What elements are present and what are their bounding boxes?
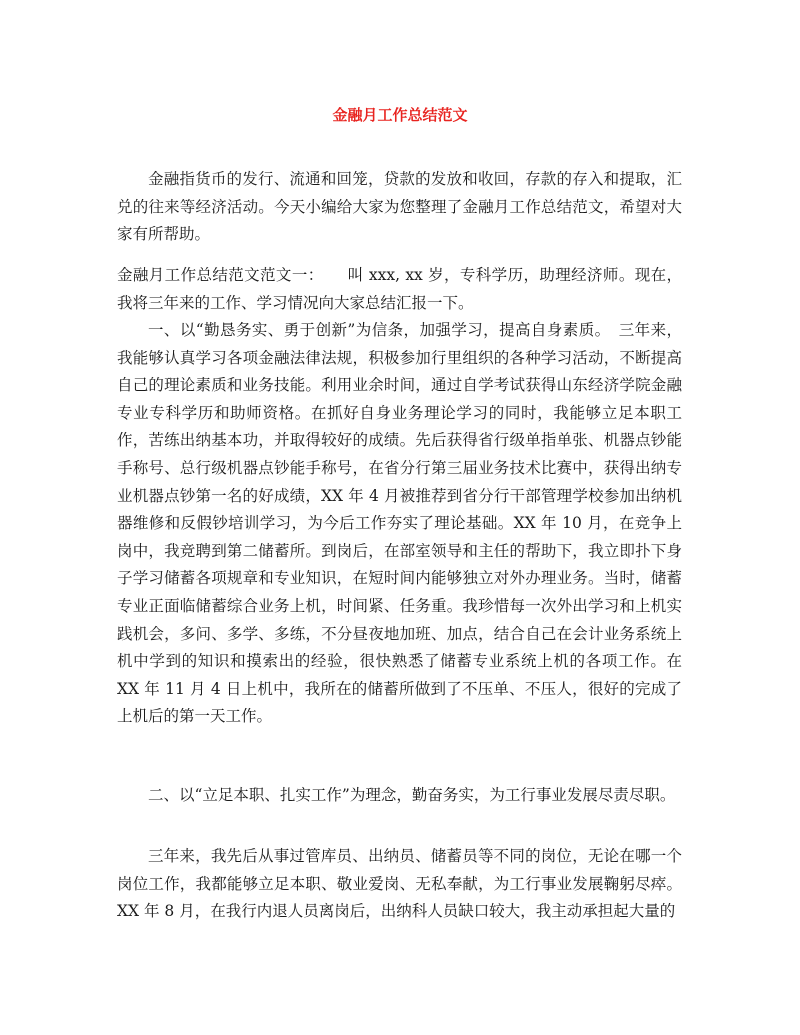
intro-paragraph: 金融指货币的发行、流通和回笼，贷款的发放和收回，存款的存入和提取，汇兑的往来等经济活动。今天小编给大家为您整理了金融月工作总结范文，希望对大家有所帮助。 [117, 170, 682, 244]
document-title: 金融月工作总结范文 [332, 106, 468, 124]
section-one-paragraph: 一、以“勤恳务实、勇于创新”为信条，加强学习，提高自身素质。 三年来，我能够认真学习各项金融法律法规，积极参加行里组织的各种学习活动，不断提高自己的理论素质和业务技能。利用业余时间，通过自学考试获得山东经济学院金融专业专科学历和助师资格。在抓好自身业务理论学习的同时，我能够立足本职工作，苦练出纳基本功，并取得较好的成绩。先后获得省行级单指单张、机器点钞能手称号、总行级机器点钞能手称号，在省分行第三届业务技术比赛中，获得出纳专业机器点钞第一名的好成绩，XX 年 4 月被推荐到省分行干部管理学校参加出纳机器维修和反假钞培训学习，为今后工作夯实了理论基础。XX 年 10 月，在竞争上岗中，我竞聘到第二储蓄所。到岗后，在部室领导和主任的帮助下，我立即扑下身子学习储蓄各项规章和专业知识，在短时间内能够独立对外办理业务。当时，储蓄专业正面临储蓄综合业务上机，时间紧、任务重。我珍惜每一次外出学习和上机实践机会，多问、多学、多练，不分昼夜地加班、加点，结合自己在会计业务系统上机中学到的知识和摸索出的经验，很快熟悉了储蓄专业系统上机的各项工作。在 XX 年 11 月 4 日上机中，我所在的储蓄所做到了不压单、不压人，很好的完成了上机后的第一天工作。 [117, 321, 682, 726]
sample-one-paragraph: 金融月工作总结范文范文一： 叫 xxx, xx 岁，专科学历，助理经济师。现在，我将三年来的工作、学习情况向大家总结汇报一下。 [117, 266, 682, 312]
section-two-heading-paragraph: 二、以“立足本职、扎实工作”为理念，勤奋务实，为工行事业发展尽责尽职。 [148, 786, 676, 804]
section-two-body-paragraph: 三年来，我先后从事过管库员、出纳员、储蓄员等不同的岗位，无论在哪一个岗位工作，我都能够立足本职、敬业爱岗、无私奉献，为工行事业发展鞠躬尽瘁。XX 年 8 月，在我行内退人员离岗后，出纳科人员缺口较大，我主动承担起大量的 [117, 847, 682, 921]
